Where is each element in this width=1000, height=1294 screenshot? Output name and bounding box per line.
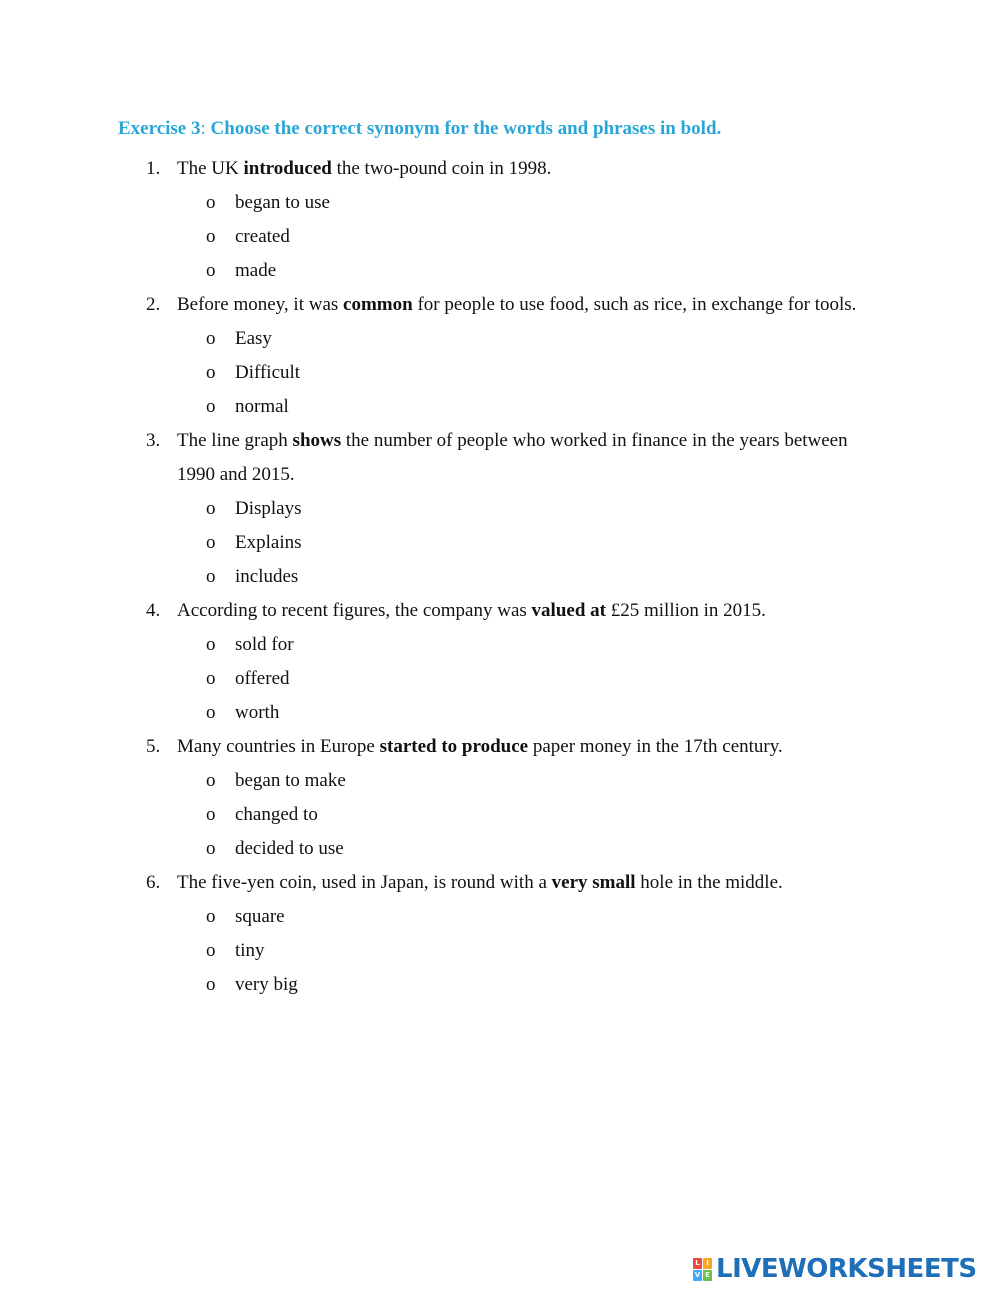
answer-option[interactable] (0, 764, 1000, 798)
option-label[interactable]: Easy (235, 328, 272, 349)
question-text-after: the number of people who worked in finance in the years between 1990 and 2015. (177, 430, 848, 485)
option-radio-icon[interactable]: o (206, 804, 216, 825)
question-text-before: The UK (177, 158, 244, 179)
option-label[interactable]: began to make (235, 770, 346, 791)
bold-target-phrase: started to produce (379, 736, 529, 757)
option-label[interactable]: Difficult (235, 362, 301, 383)
question-text-before: Many countries in Europe (177, 736, 380, 757)
question-number: 6. (146, 872, 161, 893)
option-radio-icon[interactable]: o (206, 940, 216, 961)
answer-option[interactable] (0, 900, 1000, 934)
question-text-before: Before money, it was (177, 294, 344, 315)
question-text (0, 866, 1000, 900)
option-radio-icon[interactable]: o (206, 634, 216, 655)
question-item (0, 152, 1000, 288)
logo-tile: I (703, 1258, 712, 1269)
option-radio-icon[interactable]: o (206, 362, 216, 383)
option-label[interactable]: very big (235, 974, 298, 995)
option-radio-icon[interactable]: o (206, 192, 216, 213)
answer-option[interactable] (0, 220, 1000, 254)
answer-option[interactable] (0, 322, 1000, 356)
question-text-after: hole in the middle. (635, 872, 783, 893)
option-label[interactable]: created (235, 226, 290, 247)
option-radio-icon[interactable]: o (206, 668, 216, 689)
option-label[interactable]: offered (235, 668, 290, 689)
question-number: 3. (146, 430, 161, 451)
option-radio-icon[interactable]: o (206, 906, 216, 927)
answer-option[interactable] (0, 696, 1000, 730)
exercise-instruction: Choose the correct synonym for the words and phrases in bold. (205, 118, 722, 139)
question-text (0, 424, 1000, 492)
bold-target-phrase: valued at (531, 600, 606, 621)
option-label[interactable]: sold for (235, 634, 294, 655)
answer-option[interactable] (0, 254, 1000, 288)
option-radio-icon[interactable]: o (206, 396, 216, 417)
option-radio-icon[interactable]: o (206, 702, 216, 723)
logo-mark-icon (693, 1258, 712, 1281)
logo-tile: E (703, 1270, 712, 1281)
question-number: 1. (146, 158, 161, 179)
answer-option[interactable] (0, 186, 1000, 220)
question-item (0, 730, 1000, 866)
answer-option[interactable] (0, 356, 1000, 390)
question-text (0, 152, 1000, 186)
question-number: 2. (146, 294, 161, 315)
question-text-after: the two-pound coin in 1998. (331, 158, 552, 179)
question-text-before: According to recent figures, the company was (177, 600, 532, 621)
exercise-heading (118, 118, 721, 140)
answer-option[interactable] (0, 832, 1000, 866)
heading-colon: : (200, 118, 206, 139)
answer-option[interactable] (0, 560, 1000, 594)
logo-text: LIVEWORKSHEETS (716, 1254, 977, 1284)
question-item (0, 424, 1000, 594)
option-label[interactable]: decided to use (235, 838, 344, 859)
logo-tile: L (693, 1258, 702, 1269)
answer-option[interactable] (0, 492, 1000, 526)
option-radio-icon[interactable]: o (206, 566, 216, 587)
question-text-before: The line graph (177, 430, 293, 451)
option-radio-icon[interactable]: o (206, 974, 216, 995)
bold-target-phrase: common (343, 294, 413, 315)
question-text (0, 730, 1000, 764)
answer-option[interactable] (0, 662, 1000, 696)
answer-option[interactable] (0, 934, 1000, 968)
option-label[interactable]: includes (235, 566, 299, 587)
answer-option[interactable] (0, 798, 1000, 832)
option-radio-icon[interactable]: o (206, 260, 216, 281)
question-item (0, 594, 1000, 730)
option-label[interactable]: tiny (235, 940, 265, 961)
bold-target-phrase: introduced (243, 158, 332, 179)
question-text-before: The five-yen coin, used in Japan, is round with a (177, 872, 552, 893)
exercise-label: Exercise 3 (118, 118, 201, 139)
bold-target-phrase: very small (551, 872, 636, 893)
option-radio-icon[interactable]: o (206, 328, 216, 349)
question-number: 4. (146, 600, 161, 621)
option-label[interactable]: made (235, 260, 277, 281)
question-number: 5. (146, 736, 161, 757)
option-radio-icon[interactable]: o (206, 226, 216, 247)
bold-target-phrase: shows (292, 430, 342, 451)
option-radio-icon[interactable]: o (206, 838, 216, 859)
question-list (0, 152, 1000, 1002)
answer-option[interactable] (0, 628, 1000, 662)
answer-option[interactable] (0, 390, 1000, 424)
option-label[interactable]: changed to (235, 804, 318, 825)
answer-option[interactable] (0, 968, 1000, 1002)
question-item (0, 288, 1000, 424)
question-item (0, 866, 1000, 1002)
question-text (0, 594, 1000, 628)
question-text-after: £25 million in 2015. (605, 600, 766, 621)
option-label[interactable]: Displays (235, 498, 302, 519)
liveworksheets-logo (693, 1254, 977, 1284)
option-label[interactable]: square (235, 906, 285, 927)
option-label[interactable]: worth (235, 702, 280, 723)
question-text (0, 288, 1000, 322)
option-radio-icon[interactable]: o (206, 498, 216, 519)
question-text-after: paper money in the 17th century. (528, 736, 783, 757)
option-label[interactable]: began to use (235, 192, 330, 213)
option-label[interactable]: Explains (235, 532, 302, 553)
question-text-after: for people to use food, such as rice, in exchange for tools. (412, 294, 857, 315)
option-radio-icon[interactable]: o (206, 532, 216, 553)
answer-option[interactable] (0, 526, 1000, 560)
logo-tile: V (694, 1270, 701, 1279)
option-label[interactable]: normal (235, 396, 289, 417)
option-radio-icon[interactable]: o (206, 770, 216, 791)
